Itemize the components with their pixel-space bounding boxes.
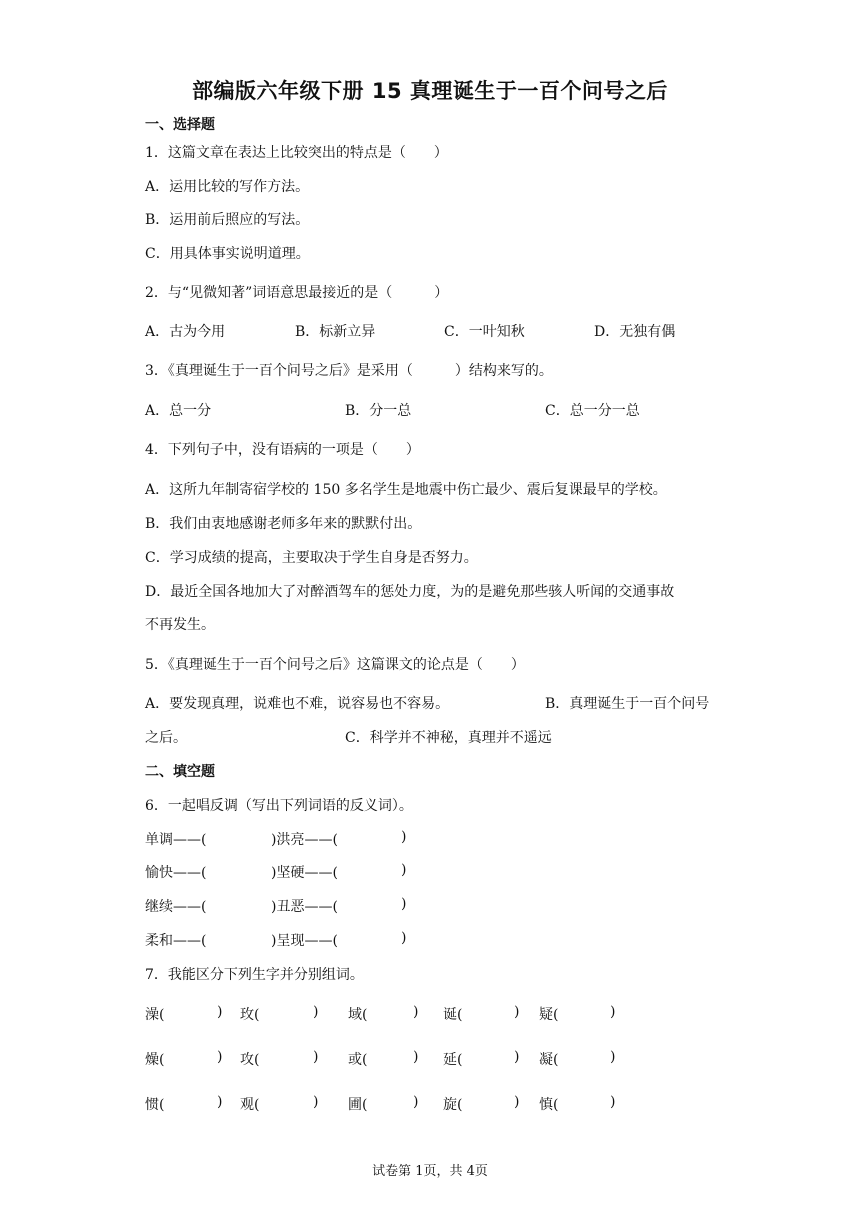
char-cell-close: ) — [610, 1004, 616, 1020]
char-cell: 延( — [443, 1052, 463, 1068]
char-cell-close: ) — [313, 1049, 319, 1065]
char-cell-close: ) — [514, 1094, 520, 1110]
char-cell: 凝( — [539, 1052, 559, 1068]
char-cell: 惯( — [145, 1097, 165, 1113]
char-cell: 域( — [348, 1007, 368, 1023]
question-2-option-b: B．标新立异 — [295, 324, 376, 340]
antonym-row-left: 单调——( — [145, 832, 207, 848]
question-2-option-d: D．无独有偶 — [594, 324, 676, 340]
question-3-option-b: B．分一总 — [345, 403, 412, 419]
question-7-stem: 7．我能区分下列生字并分别组词。 — [145, 967, 364, 983]
char-cell: 慎( — [539, 1097, 559, 1113]
question-4-stem: 4．下列句子中，没有语病的一项是（ ） — [145, 442, 420, 458]
question-1-option-a: A．运用比较的写作方法。 — [145, 179, 310, 195]
char-cell: 观( — [240, 1097, 260, 1113]
page-footer: 试卷第 1页，共 4页 — [372, 1164, 488, 1179]
char-cell: 澡( — [145, 1007, 165, 1023]
antonym-row-end: ) — [401, 862, 407, 878]
section-heading-fill: 二、填空题 — [145, 764, 215, 780]
char-cell: 疑( — [539, 1007, 559, 1023]
question-4-option-a: A．这所九年制寄宿学校的 150 多名学生是地震中伤亡最少、震后复课最早的学校。 — [145, 482, 667, 498]
char-cell-close: ) — [413, 1094, 419, 1110]
char-cell-close: ) — [217, 1094, 223, 1110]
section-heading-choice: 一、选择题 — [145, 117, 215, 133]
question-3-stem: 3．《真理诞生于一百个问号之后》是采用（ ）结构来写的。 — [145, 363, 553, 379]
question-4-option-b: B．我们由衷地感谢老师多年来的默默付出。 — [145, 516, 422, 532]
char-cell: 或( — [348, 1052, 368, 1068]
question-1-stem: 1．这篇文章在表达上比较突出的特点是（ ） — [145, 145, 448, 161]
question-2-option-a: A．古为今用 — [145, 324, 226, 340]
char-cell-close: ) — [610, 1094, 616, 1110]
question-2-stem: 2．与“见微知著”词语意思最接近的是（ ） — [145, 285, 449, 301]
antonym-row-right: )呈现——( — [271, 933, 338, 949]
char-cell-close: ) — [217, 1004, 223, 1020]
question-1-option-b: B．运用前后照应的写法。 — [145, 212, 310, 228]
antonym-row-right: )丑恶——( — [271, 899, 338, 915]
antonym-row-end: ) — [401, 930, 407, 946]
antonym-row-right: )洪亮——( — [271, 832, 338, 848]
question-5-option-c: C．科学并不神秘，真理并不遥远 — [345, 730, 552, 746]
char-cell: 燥( — [145, 1052, 165, 1068]
char-cell-close: ) — [413, 1004, 419, 1020]
char-cell: 玫( — [240, 1007, 260, 1023]
char-cell-close: ) — [514, 1049, 520, 1065]
char-cell-close: ) — [413, 1049, 419, 1065]
question-2-option-c: C．一叶知秋 — [444, 324, 525, 340]
question-6-stem: 6．一起唱反调（写出下列词语的反义词）。 — [145, 798, 413, 814]
question-5-option-b-line2: 之后。 — [145, 730, 187, 746]
antonym-row-end: ) — [401, 829, 407, 845]
char-cell-close: ) — [610, 1049, 616, 1065]
question-4-option-d-line1: D．最近全国各地加大了对醉酒驾车的惩处力度，为的是避免那些骇人听闻的交通事故 — [145, 584, 675, 600]
question-5-stem: 5．《真理诞生于一百个问号之后》这篇课文的论点是（ ） — [145, 657, 525, 673]
question-5-option-b-line1: B．真理诞生于一百个问号 — [545, 696, 710, 712]
question-1-option-c: C．用具体事实说明道理。 — [145, 246, 310, 262]
char-cell-close: ) — [313, 1094, 319, 1110]
char-cell: 旋( — [443, 1097, 463, 1113]
question-4-option-d-line2: 不再发生。 — [145, 617, 215, 633]
char-cell-close: ) — [217, 1049, 223, 1065]
char-cell: 圃( — [348, 1097, 368, 1113]
char-cell: 诞( — [443, 1007, 463, 1023]
antonym-row-left: 柔和——( — [145, 933, 207, 949]
char-cell-close: ) — [313, 1004, 319, 1020]
char-cell: 攻( — [240, 1052, 260, 1068]
antonym-row-left: 继续——( — [145, 899, 207, 915]
antonym-row-right: )坚硬——( — [271, 865, 338, 881]
question-3-option-c: C．总一分一总 — [545, 403, 640, 419]
question-5-option-a: A．要发现真理，说难也不难，说容易也不容易。 — [145, 696, 450, 712]
question-4-option-c: C．学习成绩的提高，主要取决于学生自身是否努力。 — [145, 550, 478, 566]
antonym-row-left: 愉快——( — [145, 865, 207, 881]
question-3-option-a: A．总一分 — [145, 403, 212, 419]
page-title: 部编版六年级下册 15 真理诞生于一百个问号之后 — [192, 79, 668, 103]
char-cell-close: ) — [514, 1004, 520, 1020]
antonym-row-end: ) — [401, 896, 407, 912]
